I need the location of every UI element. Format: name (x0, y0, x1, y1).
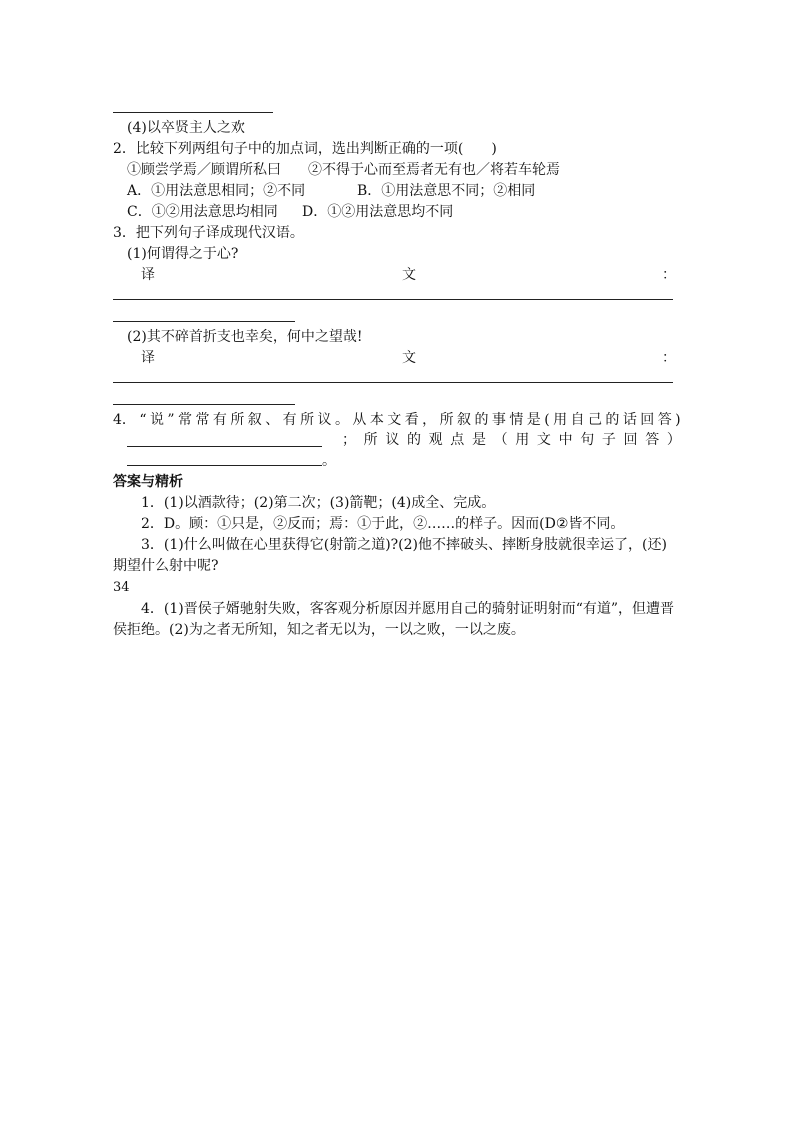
answers-heading: 答案与精析 (113, 474, 183, 490)
q4-char: 是 (471, 432, 486, 448)
q3-answer-line-2b[interactable] (113, 404, 295, 405)
q4-char: ， (422, 412, 437, 428)
q3-translation-label-1b: 文 (402, 267, 416, 283)
q2-stem: 2．比较下列两组句子中的加点词，选出判断正确的一项( ) (113, 141, 497, 157)
q4-end-period: 。 (322, 453, 336, 469)
q4-char: 。 (334, 412, 349, 428)
q4-char: 说 (149, 412, 164, 428)
q4-char: 的 (406, 432, 421, 448)
q3-translation-label-2b: 文 (402, 350, 416, 366)
q4-char: 4． (113, 412, 136, 428)
q4-char: 议 (385, 432, 400, 448)
q4-char: 文 (536, 432, 551, 448)
q2-sentence1: ①顾尝学焉／顾谓所私曰 (127, 162, 281, 178)
q4-blank-narrated[interactable] (127, 446, 322, 447)
q4-char: 有 (282, 412, 297, 428)
q4-char: 文 (387, 412, 402, 428)
q4-char: 自 (570, 412, 585, 428)
answer-3-line1: 3．(1)什么叫做在心里获得它(射箭之道)?(2)他不摔破头、摔断身肢就很幸运了，(还) (141, 537, 667, 553)
q4-char: 己 (587, 412, 602, 428)
q4-char: 子 (601, 432, 616, 448)
q4-char: ； (342, 432, 356, 448)
q4-char: ( (544, 412, 550, 428)
q4-char: 常 (195, 412, 210, 428)
q3-answer-line-2a[interactable] (113, 382, 673, 383)
q4-char: 答 (657, 412, 672, 428)
q4-char: 看 (404, 412, 419, 428)
q4-char: 叙 (247, 412, 262, 428)
q4-char: （ (493, 432, 508, 448)
q4-char: 所 (439, 412, 454, 428)
q3-answer-line-1a[interactable] (113, 299, 673, 300)
answer-1: 1．(1)以酒款待；(2)第二次；(3)箭靶；(4)成全、完成。 (141, 495, 496, 511)
q4-char: 有 (212, 412, 227, 428)
q3-translation-label-1c: ： (662, 267, 676, 283)
q3-translation-label-1a: 译 (141, 267, 155, 283)
q4-char: 事 (491, 412, 506, 428)
q3-translation-label-2a: 译 (141, 350, 155, 366)
q4-char: 答 (645, 432, 660, 448)
q4-char: “ (139, 412, 147, 428)
q4-char: 是 (526, 412, 541, 428)
q4-char: 、 (265, 412, 280, 428)
q2-option-b: B．①用法意思不同；②相同 (357, 183, 536, 199)
q4-char: 中 (558, 432, 573, 448)
q2-option-d: D．①②用法意思均不同 (302, 204, 454, 220)
answer-4-line1: 4．(1)晋侯子婿驰射失败，客客观分析原因并愿用自己的骑射证明射而“有道”，但遭晋 (141, 601, 675, 617)
q4-char: 点 (450, 432, 465, 448)
q3-answer-line-1b[interactable] (113, 321, 295, 322)
q4-char: ” (167, 412, 175, 428)
q4-char: ) (675, 412, 681, 428)
q4-char: 所 (363, 432, 378, 448)
q4-char: 常 (178, 412, 193, 428)
q4-char: 情 (509, 412, 524, 428)
answer-4-line2: 侯拒绝。(2)为之者无所知，知之者无以为，一以之败，一以之废。 (113, 622, 525, 638)
q3-sentence2: (2)其不碎首折支也幸矣，何中之望哉! (127, 329, 363, 345)
q2-option-c: C．①②用法意思均相同 (127, 204, 278, 220)
q4-blank-opinion[interactable] (127, 465, 322, 466)
q4-char: 回 (640, 412, 655, 428)
q2-sentence2: ②不得于心而至焉者无有也／将若车轮焉 (308, 162, 560, 178)
answer-2: 2．D。顾：①只是，②反而；焉：①于此，②……的样子。因而(D②皆不同。 (141, 516, 625, 532)
q1-item4: (4)以卒贤主人之欢 (127, 120, 245, 136)
q4-char: 回 (623, 432, 638, 448)
q4-line2 (342, 430, 681, 450)
q4-char: 话 (622, 412, 637, 428)
page-number: 34 (113, 580, 130, 595)
q4-char: 所 (300, 412, 315, 428)
q4-char: ） (666, 432, 681, 448)
q4-char: 所 (230, 412, 245, 428)
q4-char: 用 (515, 432, 530, 448)
q3-stem: 3．把下列句子译成现代汉语。 (113, 225, 304, 241)
q4-char: 用 (553, 412, 568, 428)
q1-answer-line (113, 112, 273, 113)
q3-sentence1: (1)何谓得之于心? (127, 246, 239, 262)
q4-char: 叙 (457, 412, 472, 428)
q2-option-a: A．①用法意思相同；②不同 (127, 183, 306, 199)
q4-char: 议 (317, 412, 332, 428)
q4-char: 从 (352, 412, 367, 428)
q4-char: 本 (369, 412, 384, 428)
q4-char: 句 (580, 432, 595, 448)
q4-char: 的 (605, 412, 620, 428)
q4-line1 (113, 410, 681, 430)
q4-char: 观 (428, 432, 443, 448)
answer-3-line2: 期望什么射中呢? (113, 558, 219, 574)
q3-translation-label-2c: ： (662, 350, 676, 366)
q4-char: 的 (474, 412, 489, 428)
